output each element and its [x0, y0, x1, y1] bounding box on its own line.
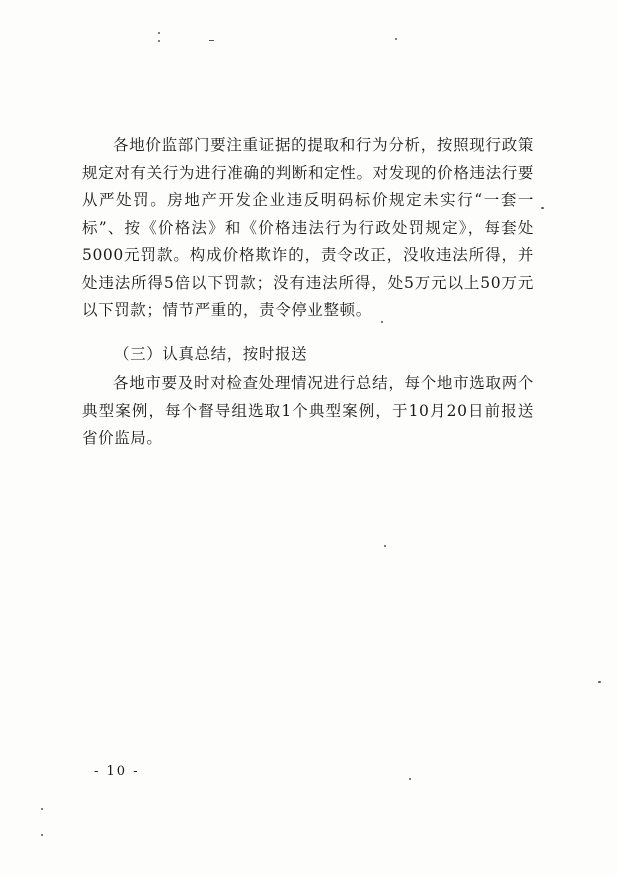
scan-speck: [209, 40, 214, 41]
body-paragraph: 各地市要及时对检查处理情况进行总结，每个地市选取两个典型案例，每个督导组选取1个典型案例，于10月20日前报送省价监局。: [82, 374, 534, 447]
scan-speck: [384, 545, 386, 547]
scan-speck: [41, 834, 43, 836]
scan-speck: [41, 808, 43, 810]
page-number: - 10 -: [94, 764, 140, 779]
scan-speck: [395, 38, 397, 40]
section-heading: （三）认真总结，按时报送: [114, 345, 308, 363]
body-paragraph: 各地价监部门要注重证据的提取和行为分析，按照现行政策规定对有关行为进行准确的判断和定性。对发现的价格违法行要从严处罚。房地产开发企业违反明码标价规定未实行“一套一标”、按《价格法》和《价格违法行为行政处罚规定》，每套处5000元罚款。构成价格欺诈的，责令改正，没收违法所得，并处违法所得5倍以下罚款；没有违法所得，处5万元以上50万元以下罚款；情节严重的，责令停业整顿。: [82, 136, 534, 319]
scan-speck: [158, 40, 160, 42]
scan-speck: [409, 778, 411, 780]
scan-speck: [158, 32, 160, 34]
scan-speck: [598, 681, 601, 683]
scan-speck: [541, 207, 544, 209]
